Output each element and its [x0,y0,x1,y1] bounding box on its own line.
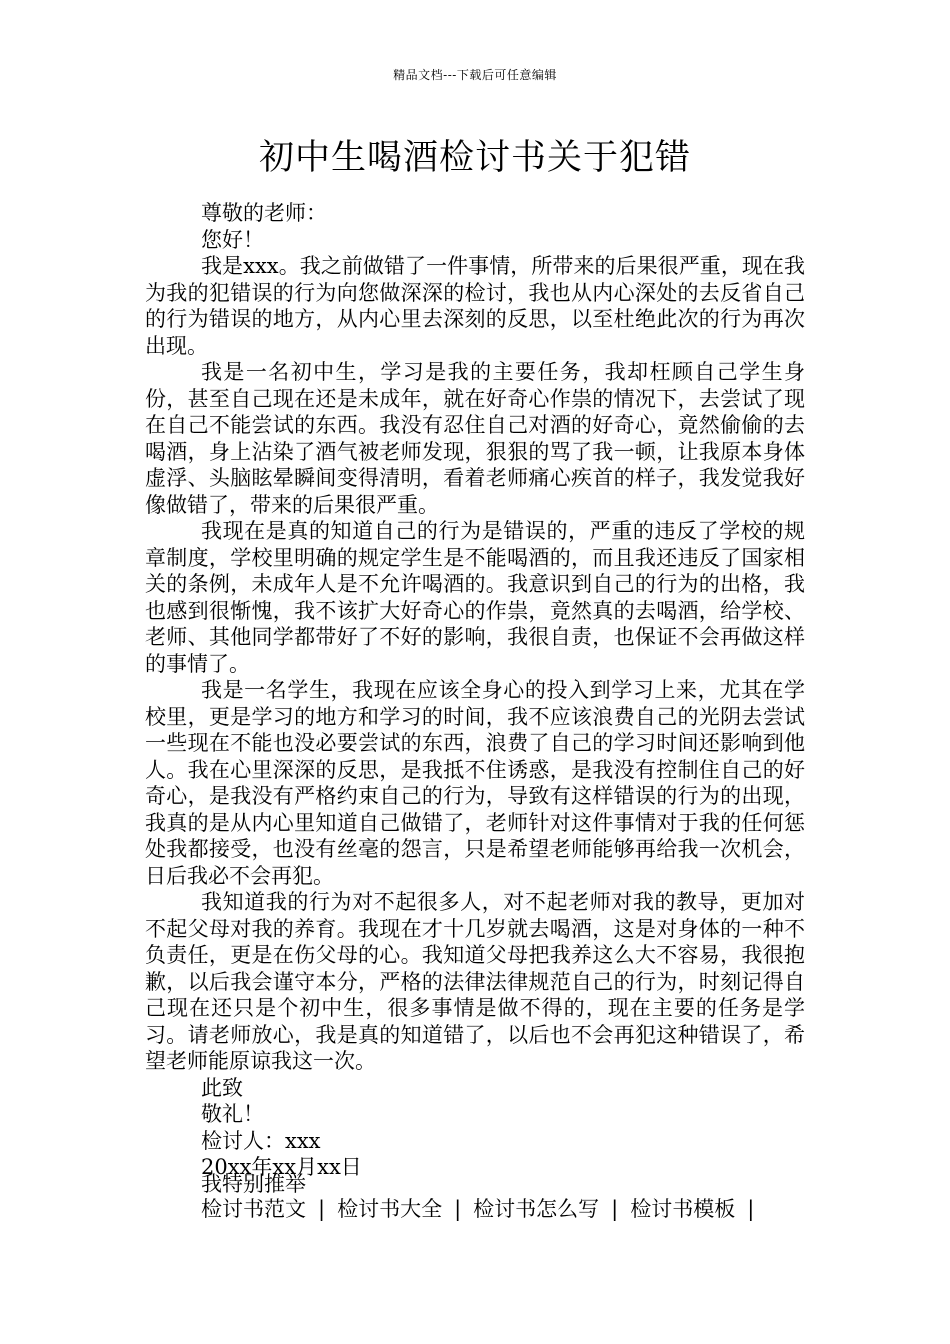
link-template[interactable]: 检讨书模板 [630,1197,736,1221]
link-separator: | [454,1197,462,1221]
link-separator: | [318,1197,326,1221]
link-separator: | [611,1197,619,1221]
letter-body [145,200,805,1181]
salutation: 尊敬的老师： [201,201,327,225]
paragraph-1: 我是xxx。我之前做错了一件事情，所带来的后果很严重，现在我为我的犯错误的行为向您做深深的检讨，我也从内心深处的去反省自己的行为错误的地方，从内心里去深刻的反思，以至杜绝此次的行为再次出现。 [145,254,805,358]
closing-line-1: 此致 [201,1075,243,1100]
page-header: 精品文档---下载后可任意编辑 [393,68,557,82]
paragraph-2: 我是一名初中生，学习是我的主要任务，我却枉顾自己学生身份，甚至自己现在还是未成年，就在好奇心作祟的情况下，去尝试了现在自己不能尝试的东西。我没有忍住自己对酒的好奇心，竟然偷偷的去喝酒，身上沾染了酒气被老师发现，狠狠的骂了我一顿，让我原本身体虚浮、头脑眩晕瞬间变得清明，看着老师痛心疾首的样子，我发觉我好像做错了，带来的后果很严重。 [145,360,805,517]
paragraph-3: 我现在是真的知道自己的行为是错误的，严重的违反了学校的规章制度，学校里明确的规定学生是不能喝酒的，而且我还违反了国家相关的条例，未成年人是不允许喝酒的。我意识到自己的行为的出格，我也感到很惭愧，我不该扩大好奇心的作祟，竟然真的去喝酒，给学校、老师、其他同学都带好了不好的影响，我很自责，也保证不会再做这样的事情了。 [145,519,805,676]
paragraph-4: 我是一名学生，我现在应该全身心的投入到学习上来，尤其在学校里，更是学习的地方和学习的时间，我不应该浪费自己的光阴去尝试一些现在不能也没必要尝试的东西，浪费了自己的学习时间还影响到他人。我在心里深深的反思，是我抵不住诱惑，是我没有控制住自己的好奇心，是我没有严格约束自己的行为，导致有这样错误的行为的出现，我真的是从内心里知道自己做错了，老师针对这件事情对于我的任何惩处我都接受，也没有丝毫的怨言，只是希望老师能够再给我一次机会，日后我必不会再犯。 [145,678,805,888]
link-separator: | [747,1197,755,1221]
link-collection[interactable]: 检讨书大全 [337,1197,443,1221]
link-how-to-write[interactable]: 检讨书怎么写 [473,1197,600,1221]
closing-line-2: 敬礼！ [201,1102,264,1126]
link-sample[interactable]: 检讨书范文 [201,1197,306,1221]
greeting: 您好！ [201,227,264,252]
recommend-heading: 我特别推举 [201,1172,306,1196]
signer: 检讨人：xxx [201,1128,321,1153]
recommend-links [201,1193,766,1223]
paragraph-5: 我知道我的行为对不起很多人，对不起老师对我的教导，更加对不起父母对我的养育。我现在才十几岁就去喝酒，这是对身体的一种不负责任，更是在伤父母的心。我知道父母把我养这么大不容易，我很抱歉，以后我会谨守本分，严格的法律法律规范自己的行为，时刻记得自己现在还只是个初中生，很多事情是做不得的，现在主要的任务是学习。请老师放心，我是真的知道错了，以后也不会再犯这种错误了，希望老师能原谅我这一次。 [145,890,805,1073]
date: 20xx年xx月xx日 [201,1155,362,1179]
document-title: 初中生喝酒检讨书关于犯错 [258,138,691,178]
